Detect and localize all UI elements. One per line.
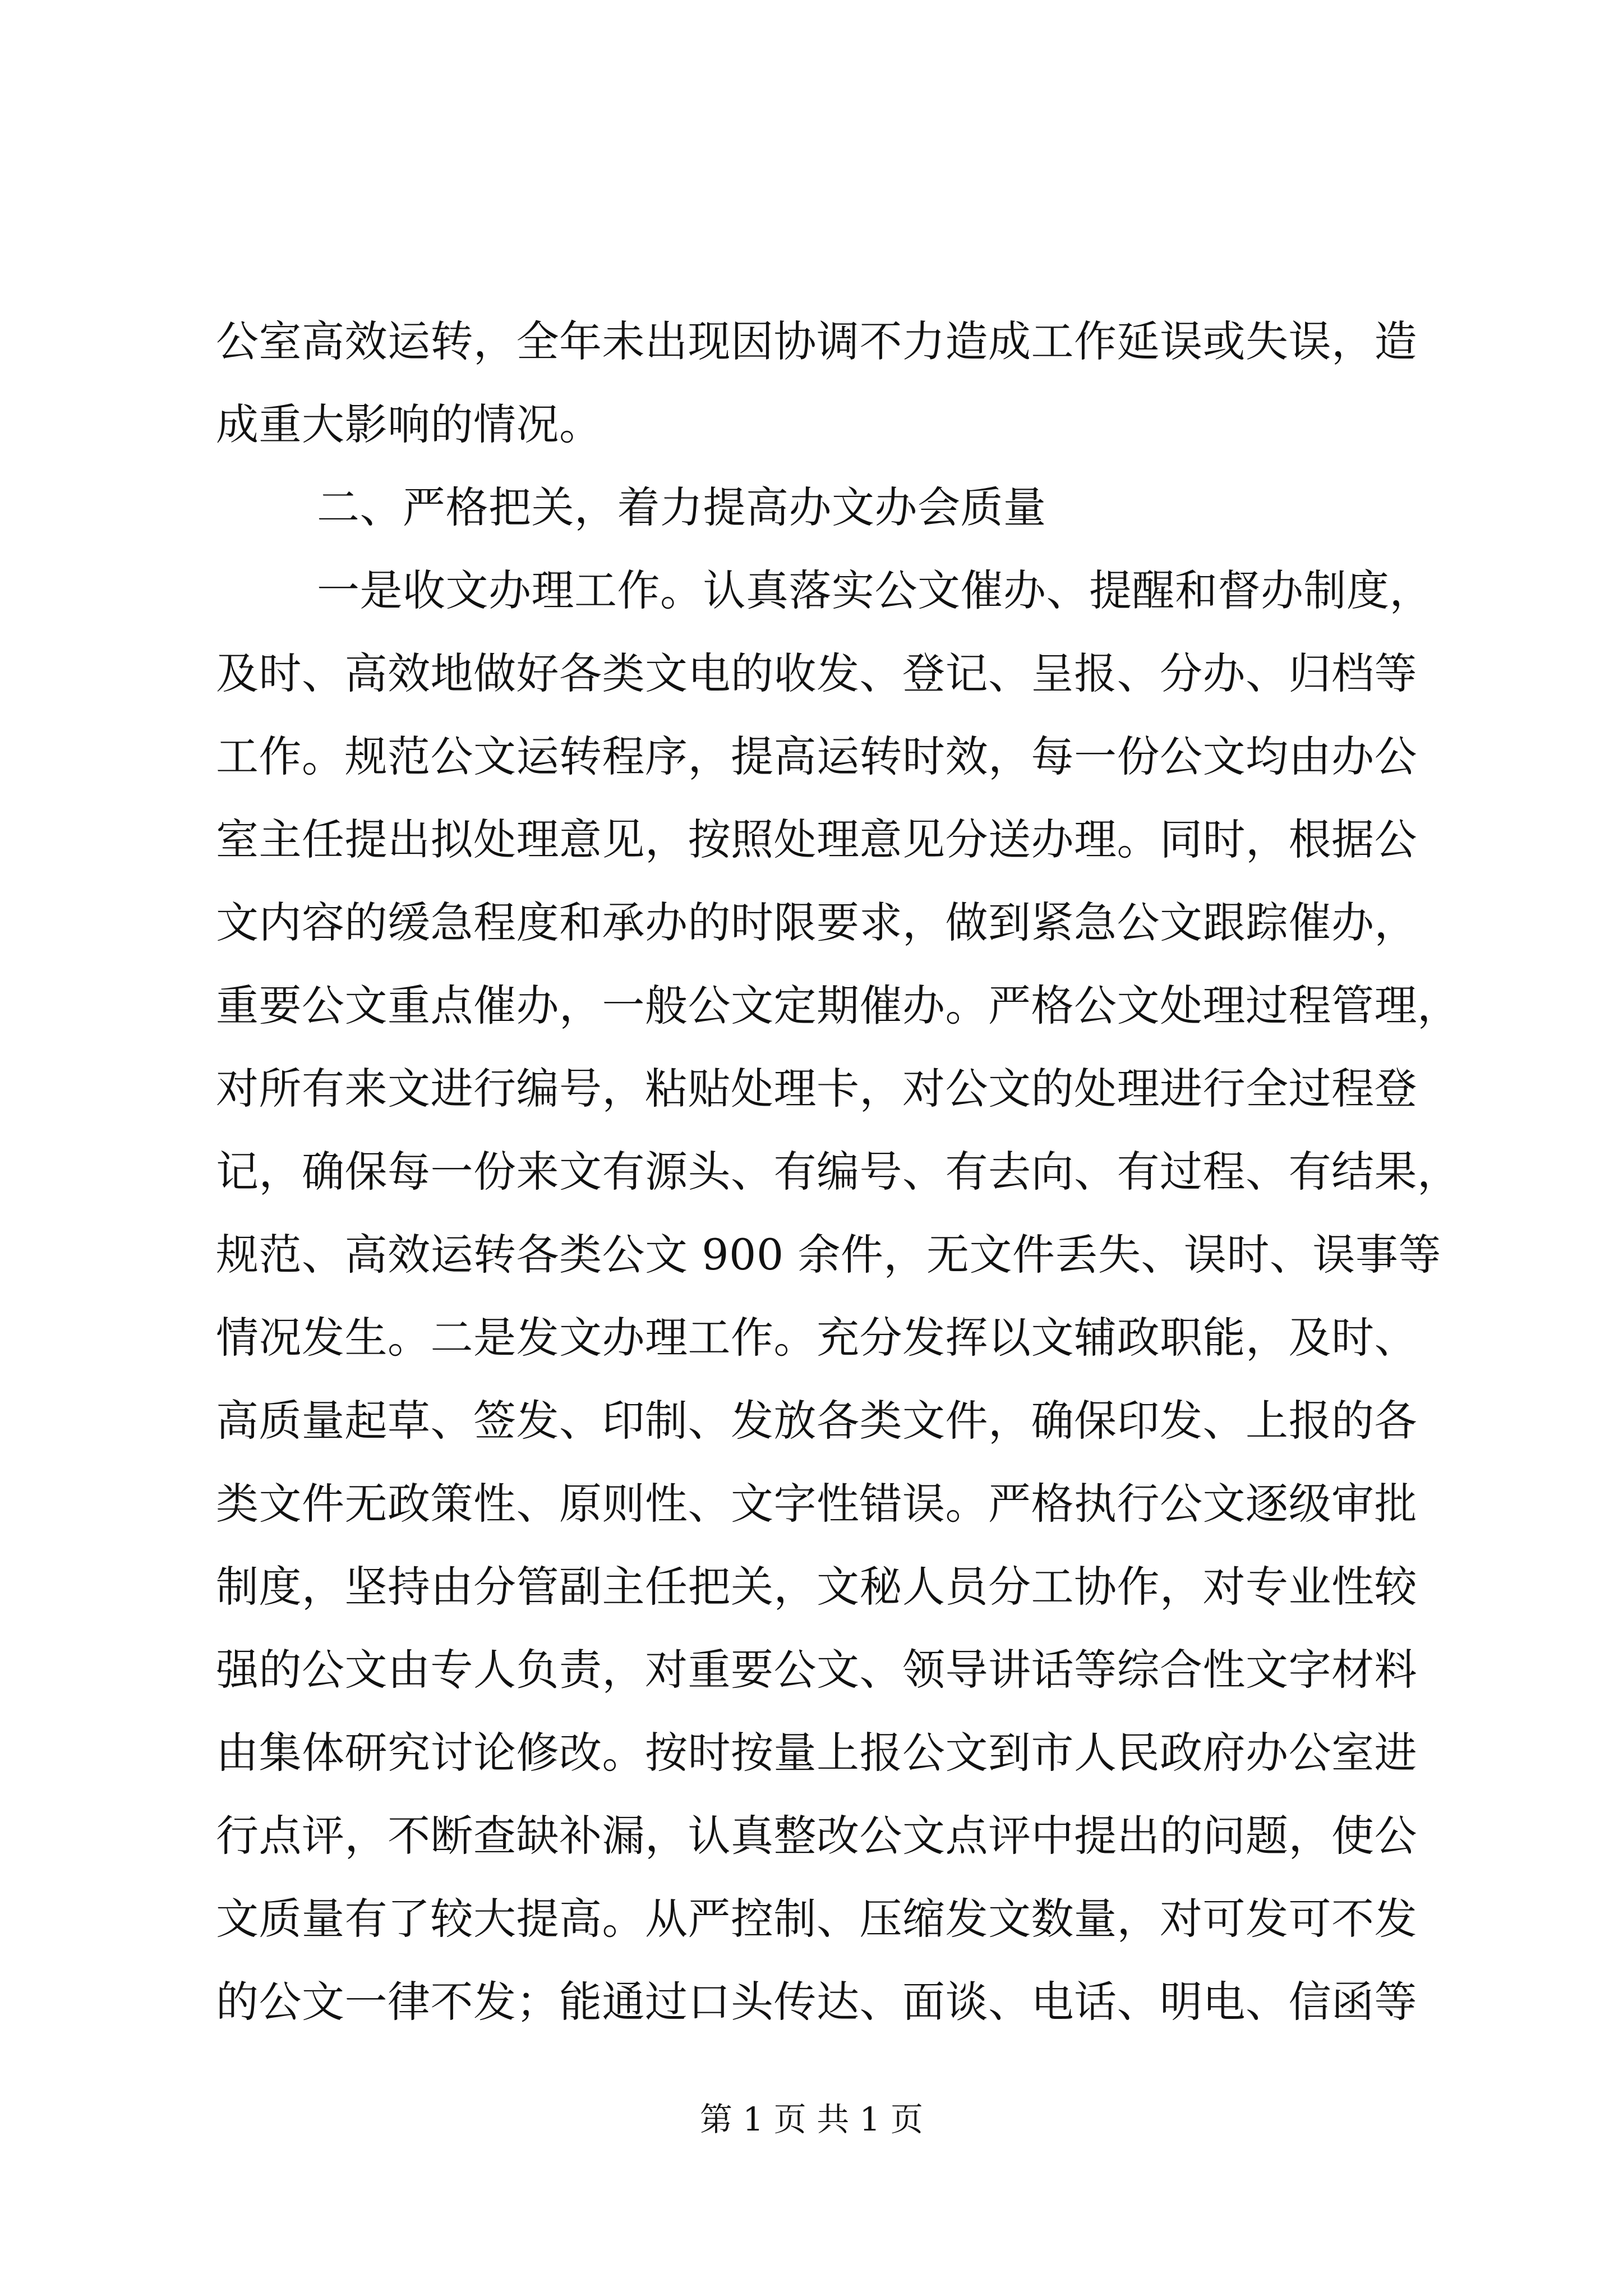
body-line: 规范、高效运转各类公文 900 余件，无文件丢失、误时、误事等 [216,1230,1441,1280]
body-line: 工作。规范公文运转程序，提高运转时效，每一份公文均由办公 [216,731,1417,781]
body-line: 文质量有了较大提高。从严控制、压缩发文数量，对可发可不发 [216,1894,1417,1944]
body-line: 情况发生。二是发文办理工作。充分发挥以文辅政职能，及时、 [216,1313,1417,1363]
body-line: 对所有来文进行编号，粘贴处理卡，对公文的处理进行全过程登 [216,1064,1417,1114]
body-line: 行点评，不断查缺补漏，认真整改公文点评中提出的问题，使公 [216,1811,1417,1861]
body-line: 成重大影响的情况。 [216,399,602,449]
body-line: 重要公文重点催办，一般公文定期催办。严格公文处理过程管理， [216,981,1460,1030]
body-line: 的公文一律不发；能通过口头传达、面谈、电话、明电、信函等 [216,1977,1417,2027]
body-line: 及时、高效地做好各类文电的收发、登记、呈报、分办、归档等 [216,648,1417,698]
body-line: 强的公文由专人负责，对重要公文、领导讲话等综合性文字材料 [216,1645,1417,1695]
body-line: 文内容的缓急程度和承办的时限要求，做到紧急公文跟踪催办， [216,898,1417,947]
body-line: 记，确保每一份来文有源头、有编号、有去向、有过程、有结果， [216,1147,1460,1197]
body-line: 类文件无政策性、原则性、文字性错误。严格执行公文逐级审批 [216,1479,1417,1529]
body-line: 室主任提出拟处理意见，按照处理意见分送办理。同时，根据公 [216,815,1417,864]
body-line: 高质量起草、签发、印制、发放各类文件，确保印发、上报的各 [216,1396,1417,1446]
document-body [216,300,1460,2044]
body-line: 一是收文办理工作。认真落实公文催办、提醒和督办制度， [317,565,1432,615]
section-heading: 二、严格把关，着力提高办文办会质量 [317,482,1046,532]
body-line: 制度，坚持由分管副主任把关，文秘人员分工协作，对专业性较 [216,1562,1417,1612]
body-line: 公室高效运转，全年未出现因协调不力造成工作延误或失误，造 [216,316,1417,366]
body-line: 由集体研究讨论修改。按时按量上报公文到市人民政府办公室进 [216,1728,1417,1778]
page-number-footer: 第 1 页 共 1 页 [700,2100,923,2138]
